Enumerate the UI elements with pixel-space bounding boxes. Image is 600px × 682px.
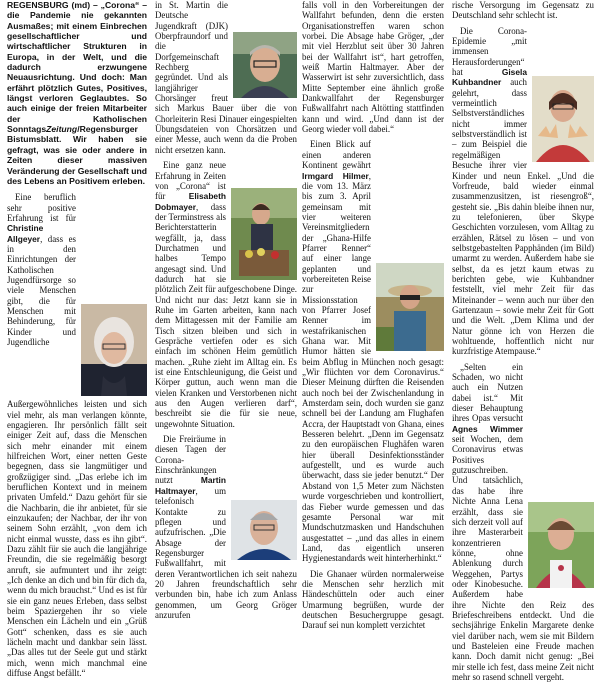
column-3: [302, 0, 444, 631]
photo-markus-bauer: [233, 32, 297, 98]
paragraph-versorgung: [452, 0, 594, 21]
text: Eine beruflich sehr positive Erfahrung ist für: [7, 192, 76, 223]
text: , dass der Terminstress als Berichterstatterin wegfällt, ja, dass Durchatmen und halbes Tempo angesagt sind. Und dadurch hat sie plötzlich Zeit für aufgeschobene Dinge. Und nicht nur das: Jetzt kann sie in Ruhe im Garten arbeiten, kann nach dem Mittagessen mit der Familie am Tisch sitzen bleiben und sich in Gespräche vertiefen oder es sich einfach im schönen Heim gemütlich machen. „Ruhe zieht im Alltag ein. Es ist eine Entschleunigung, die Geist und Körper guttun, auch wenn man die vielen Kranken und Verstorbenen nicht aus den Augen verlieren darf“, beschreibt sie die für sie neue, ungewohnte Situation.: [155, 201, 297, 429]
lead-text-italic: Zeitung: [46, 124, 78, 135]
paragraph-groeger: [302, 0, 444, 134]
paragraph-dobmayer: [155, 160, 297, 429]
paragraph-ghanaer: [302, 569, 444, 631]
person-name: Agnes Wimmer: [452, 423, 523, 434]
person-name: Gisela Kuhbandner: [452, 67, 527, 88]
text: Die Ghanaer würden normalerweise die Menschen sehr herzlich mit Händeschütteln oder auch einer Umarmung begrüßen, wurde der deutschen Besuchergruppe gesagt. Darauf sei nun komplett verzichtet: [302, 568, 444, 631]
text: Die Freiräume in diesen Tagen der Corona-Einschränkungen nutzt: [155, 434, 226, 486]
person-name: Martin Haltmayer: [155, 475, 226, 496]
text: , die vom 13. März bis zum 3. April gemeinsam mit vier weiteren Vereinsmitgliedern der „Ghana-Hilfe Pfarrer Renner“ auf einer lange geplanten und vorbereiteten Reise zur Missionsstation von Pfarrer Josef Renner im westafrikanischen Ghana war. Mit Humor hätten sie beim Abflug in München noch gesagt: „Wir flüchten vor dem Coronavirus.“ Dieser Meinung dürften die Reisenden auch noch bei der Zwischenlandung in Amsterdam sein, doch wurden sie ganz schnell bei der Landung am Flughafen Accra, der Hauptstadt von Ghana, eines Besseren belehrt. „Denn im Gegensatz zu den europäischen Flughäfen waren hier überall Desinfektionsständer aufgestellt, und es wurde auch überwacht, dass sie jeder benutzt.“ Der Abstand von 1,5 Meter zum Nächsten wurde vorgeschrieben und kontrolliert, das Fieber wurde gemessen und das gesamte Personal war mit Mundschutzmasken und Handschuhen ausgestattet – „und das alles in einem Land, das eigentlich unseren Hygienestandards weit hinterherhinkt.“: [302, 170, 444, 564]
text: , dass es in den Einrichtungen der Katholischen Jugendfürsorge so viele Menschen gibt, die für Menschen mit Behinderung, für Kinder und Jugendliche Außergewöhnliches leisten und sich viel mehr, als man verlangen könnte, engagieren. Ihr persönlich fällt seit einiger Zeit auf, dass die Menschen sich mehr einander mit einem hilfreichen Wort, einer netten Geste begegnen, dass sie langmütiger und großzügiger sind. „Das erlebe ich im beruflichen Kontext und in meinem privaten Umfeld.“ Dazu gehört für sie die Nachbarin, die ihr anbietet, für sie einzukaufen; der Nachbar, der ihr von seinem Sohn erzählt, „von dem ich nicht einmal wusste, dass es ihn gibt“. Dazu zählt für sie auch die langjährige Freundin, die sie regelmäßig besorgt anruft, sie aufmuntert und ihr zeigt: „Ich denke an dich und bin für dich da, wenn du mich brauchst.“ Und es ist für sie ein ganz neues Erleben, dass selbst beim Spaziergehen ihr so viele Menschen ein Lächeln und ein „Grüß Gott“ schenken, dass es sie auch lächeln macht und dankbar sein lässt. „Das alles tut der Seele gut und stärkt mich, wenn mich manchmal eine diffuse Angst befällt.“: [7, 233, 147, 679]
lead-text-tail: /Regensburger Bistumsblatt. Wir haben sie gefragt, was sie oder andere in Zeiten dieser massiven Veränderung der Gesellschaft und des Lebens an Positivem erleben.: [7, 124, 147, 186]
text: Eine ganz neue Erfahrung in Zeiten von „Corona“ ist für: [155, 160, 226, 202]
text: , um telefonisch Kontakte zu pflegen und aufzufrischen. „Die Absage der Regensburger Fußwallfahrt, mit deren Verantwortlichen ich seit nahezu 20 Jahren freundschaftlich sehr verbunden bin, habe ich zum Anlass genommen, um Georg Gröger anzurufen: [155, 485, 297, 620]
text: in St. Martin die Deutsche Jugendkraft (DJK) Oberpfraundorf und die Dorfgemeinschaft Rechberg gegründet. Und als langjähriger Chorsänger freut sich Markus Bauer über die von Chorleiterin Resi Dinauer eingespielten Übungsdateien von Chorsätzen und einer Messe, auch wenn da die Proben nicht ersetzen kann.: [155, 0, 297, 155]
text: auch gelehrt, dass vermeintlich Selbstverständliches nicht immer selbstverständlich ist – zum Beispiel die regelmäßigen Besuche ihrer vier Kinder und neun Enkel. „Und die Vorfreude, bald wieder einmal zusammenzusitzen, ist riesengroß“, gesteht sie. „Bis dahin bleibe ihnen nur, zu telefonieren, über Skype Geschichten vorzulesen, vom Alltag zu erzählen, Rätsel zu lösen – und von selbstgebastelten Papphänden (im Bild) umarmt zu werden. Außerdem habe sie selbst, da es jetzt kaum etwas zu berichten gebe, wie Kuhbandner feststellt, viel mehr Zeit für das Miteinander – wenn auch nur über den Gartenzaun – sowie mehr Zeit für Gott und die Welt. „Dem Klima und der Natur gönne ich von Herzen die wohltuende, hoffentlich nicht nur kurzfristige Atempause.“: [452, 77, 594, 357]
person-name: Christine Allgeyer: [7, 223, 44, 244]
paragraph-hilmer: [302, 139, 444, 563]
text: Die Corona-Epidemie „mit immensen Herausforderungen“ hat: [452, 25, 527, 78]
photo-elisabeth-dobmayer: [231, 188, 297, 280]
column-1: [7, 0, 147, 679]
paragraph-allgeyer: [7, 192, 147, 678]
text: seit Wochen, dem Coronavirus etwas Positives gutzuschreiben. Und tatsächlich, das habe ihre Nichte Anna Lena erzählt, dass sie sich derzeit voll auf ihre Masterarbeit konzentrieren könne, ohne Ablenkung durch Weggehen, Partys oder Kinobesuche. Außerdem habe ihre Nichte den Reiz des Briefeschreibens entdeckt. Und die sechsjährige Enkelin Margarete denke viel darüber nach, wem sie mit Bildern und Basteleien eine Freude machen kann. Doch damit nicht genug: „Bei mir stelle ich fest, dass meine Zeit nicht mehr so rasend schnell vergeht.: [452, 434, 594, 682]
column-4: [452, 0, 594, 682]
text: Einen Blick auf einen anderen Kontinent gewährt: [302, 139, 371, 171]
photo-martin-haltmayer: [231, 500, 297, 560]
text: falls voll in den Vorbereitungen der Wallfahrt befunden, denn die ersten Organisationstreffen waren schon vorbei. Die Absage habe Gröger, „der mit viel Herzblut seit über 30 Jahren bei der Wallfahrt ist“, hart getroffen, weiß Martin Haltmayer. Aber der Wasserwirt ist sehr zuversichtlich, dass Mitte September eine ähnlich große Dankwallfahrt der Regensburger Fußwallfahrt nach Altötting stattfinden kann und wird. „Und dann ist der Georg wieder voll dabei.“: [302, 0, 444, 135]
person-name: Elisabeth Dobmayer: [155, 191, 226, 212]
text: „Selten ein Schaden, wo nicht auch ein Nutzen dabei ist.“ Mit dieser Behauptung ihres Opas versucht: [452, 361, 523, 424]
photo-irmgard-hilmer: [376, 263, 444, 351]
photo-christine-allgeyer: [81, 304, 147, 396]
paragraph-kuhbandner: [452, 26, 594, 357]
photo-agnes-wimmer: [528, 502, 594, 588]
paragraph-wimmer: [452, 362, 594, 682]
column-2: [155, 0, 297, 620]
person-name: Irmgard Hilmer: [302, 170, 369, 181]
photo-gisela-kuhbandner: [532, 76, 594, 162]
lead-paragraph: [7, 0, 147, 186]
text: rische Versorgung im Gegensatz zu Deutschland sehr schlecht ist.: [452, 0, 594, 21]
paragraph-haltmayer: [155, 434, 297, 620]
lead-text: REGENSBURG (md) – „Corona“ – die Pandemie nie gekannten Ausmaßes; mit einem Einbrechen gesellschaftlicher und wirtschaftlicher Strukturen in Europa, in der Welt, und die dadurch erzwungene Neuausrichtung. Und doch: Man erfährt plötzlich Gutes, Positives, längst verloren Geglaubtes. So auch einige der freien Mitarbeiter der Katholischen Sonntags: [7, 0, 147, 135]
